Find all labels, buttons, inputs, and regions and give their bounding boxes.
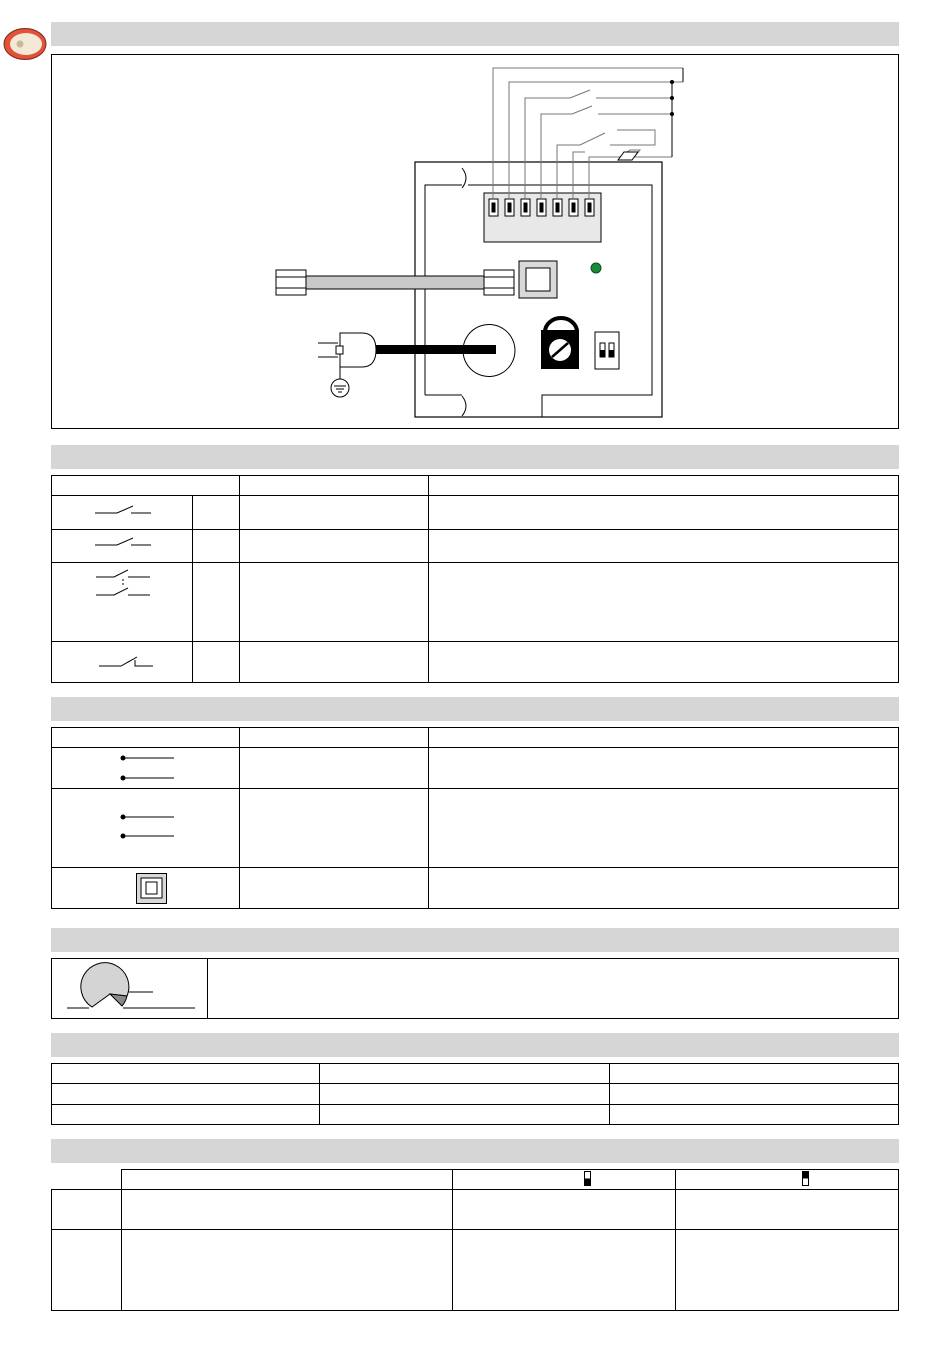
status-led [591,263,601,273]
ground-icon [331,379,349,397]
trimmer-dial-icon [65,960,205,1020]
wire-pair-icon [120,754,180,784]
wiring-diagram [0,0,950,440]
relay-symbol [618,152,638,160]
contacts-table [51,475,899,683]
external-wiring [493,68,683,199]
dip-switch-down-icon [802,1171,810,1187]
housing-inner-outline [425,185,462,395]
dip-switch [595,332,619,369]
terminal-screws [489,199,594,216]
section-header-dip-switch [51,1139,899,1163]
dip-switch-up-icon [584,1171,592,1187]
relay-contact-icon [99,656,159,670]
dip-table-header [121,1169,899,1190]
wire-pair-icon [120,813,180,843]
telephone-cable [276,270,514,295]
trimmer-dial [541,318,579,369]
dip-switch-table [51,1189,899,1311]
power-cable [318,325,515,397]
section-header-specs [51,1033,899,1057]
section-header-connections [51,697,899,721]
section-header-contacts [51,445,899,469]
switch-contact-icon [95,537,155,549]
specs-table [51,1063,899,1125]
section-header-adjustment [51,928,899,952]
rj-socket-icon [136,873,168,905]
double-switch-contact-icon [96,570,156,600]
switch-contact-icon [95,505,155,517]
